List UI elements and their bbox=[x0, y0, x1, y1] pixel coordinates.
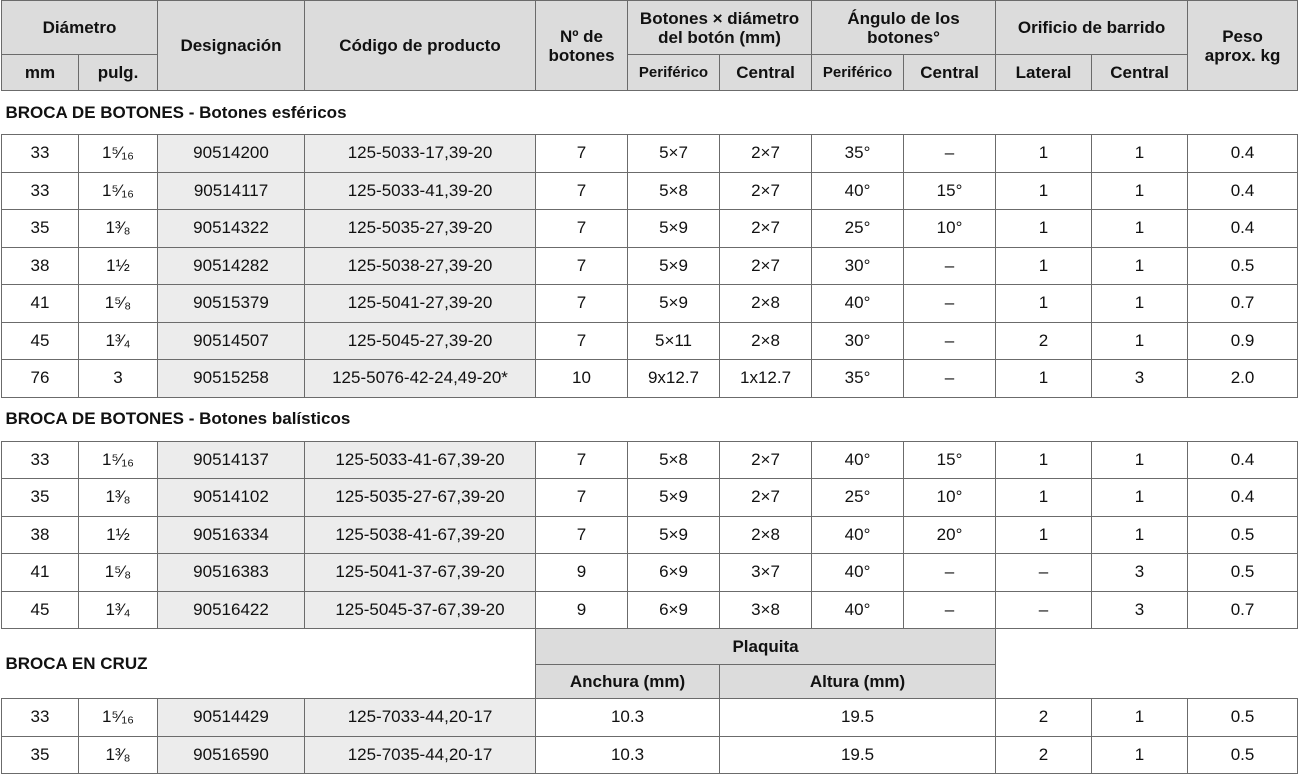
cell-botones-periferico: 6×9 bbox=[628, 591, 720, 629]
header-central-orificio: Central bbox=[1092, 55, 1188, 91]
section-title-sub: - Botones esféricos bbox=[184, 102, 347, 122]
table-row bbox=[2, 172, 1298, 210]
cell-angulo-central: 15° bbox=[904, 172, 996, 210]
cell-designacion: 90514200 bbox=[158, 135, 305, 173]
cell-codigo: 125-5033-41,39-20 bbox=[305, 172, 536, 210]
cell-peso: 0.5 bbox=[1188, 699, 1298, 737]
cell-orificio-central: 1 bbox=[1092, 699, 1188, 737]
cell-designacion: 90516334 bbox=[158, 516, 305, 554]
cell-codigo: 125-7035-44,20-17 bbox=[305, 736, 536, 774]
cell-orificio-central: 1 bbox=[1092, 172, 1188, 210]
cell-designacion: 90516383 bbox=[158, 554, 305, 592]
cell-diametro-pulg: 1⁵⁄₈ bbox=[79, 554, 158, 592]
cell-diametro-pulg: 1⁵⁄₁₆ bbox=[79, 441, 158, 479]
cell-angulo-periferico: 30° bbox=[812, 247, 904, 285]
cell-peso: 0.5 bbox=[1188, 736, 1298, 774]
header-central-botones: Central bbox=[720, 55, 812, 91]
cell-diametro-pulg: 1³⁄₈ bbox=[79, 479, 158, 517]
header-n-botones-line2: botones bbox=[548, 45, 615, 65]
cell-peso: 0.4 bbox=[1188, 135, 1298, 173]
cell-codigo: 125-5041-27,39-20 bbox=[305, 285, 536, 323]
cell-angulo-central: – bbox=[904, 247, 996, 285]
cell-orificio-central: 1 bbox=[1092, 441, 1188, 479]
cell-diametro-pulg: 1³⁄₄ bbox=[79, 322, 158, 360]
section-header bbox=[2, 397, 1298, 441]
cell-orificio-central: 1 bbox=[1092, 210, 1188, 248]
cell-codigo: 125-5038-27,39-20 bbox=[305, 247, 536, 285]
cell-botones-central: 2×7 bbox=[720, 210, 812, 248]
cell-codigo: 125-5045-37-67,39-20 bbox=[305, 591, 536, 629]
cell-altura: 19.5 bbox=[720, 736, 996, 774]
cell-botones-central: 2×7 bbox=[720, 479, 812, 517]
cell-codigo: 125-5033-41-67,39-20 bbox=[305, 441, 536, 479]
cell-codigo: 125-5041-37-67,39-20 bbox=[305, 554, 536, 592]
cell-botones-periferico: 9x12.7 bbox=[628, 360, 720, 398]
table-row bbox=[2, 285, 1298, 323]
cell-orificio-lateral: 1 bbox=[996, 516, 1092, 554]
cell-designacion: 90514322 bbox=[158, 210, 305, 248]
cell-n-botones: 7 bbox=[536, 516, 628, 554]
cell-angulo-central: 10° bbox=[904, 210, 996, 248]
table-row bbox=[2, 591, 1298, 629]
cell-n-botones: 7 bbox=[536, 135, 628, 173]
cell-peso: 0.4 bbox=[1188, 479, 1298, 517]
cell-n-botones: 7 bbox=[536, 322, 628, 360]
cell-angulo-periferico: 35° bbox=[812, 360, 904, 398]
cell-diametro-pulg: 1⁵⁄₈ bbox=[79, 285, 158, 323]
header-n-botones-line1: Nº de bbox=[559, 26, 604, 46]
cell-designacion: 90515379 bbox=[158, 285, 305, 323]
table-row bbox=[2, 441, 1298, 479]
cell-peso: 0.4 bbox=[1188, 210, 1298, 248]
header-altura: Altura (mm) bbox=[720, 665, 996, 699]
header-periferico-angulo: Periférico bbox=[812, 55, 904, 91]
table-row bbox=[2, 516, 1298, 554]
section-header bbox=[2, 91, 1298, 135]
cell-botones-central: 2×8 bbox=[720, 285, 812, 323]
header-diametro: Diámetro bbox=[2, 1, 158, 55]
cell-diametro-mm: 35 bbox=[2, 736, 79, 774]
cell-angulo-periferico: 30° bbox=[812, 322, 904, 360]
cell-botones-periferico: 5×9 bbox=[628, 479, 720, 517]
cell-diametro-mm: 33 bbox=[2, 135, 79, 173]
cell-diametro-mm: 35 bbox=[2, 479, 79, 517]
cell-n-botones: 9 bbox=[536, 554, 628, 592]
cell-anchura: 10.3 bbox=[536, 699, 720, 737]
header-botones-diametro bbox=[628, 1, 812, 55]
cell-diametro-mm: 33 bbox=[2, 699, 79, 737]
cell-codigo: 125-5033-17,39-20 bbox=[305, 135, 536, 173]
section-title-main: BROCA DE BOTONES bbox=[5, 409, 185, 428]
cell-angulo-periferico: 40° bbox=[812, 172, 904, 210]
cell-diametro-pulg: 3 bbox=[79, 360, 158, 398]
cell-angulo-periferico: 40° bbox=[812, 441, 904, 479]
cell-angulo-periferico: 40° bbox=[812, 516, 904, 554]
cell-codigo: 125-5035-27,39-20 bbox=[305, 210, 536, 248]
cell-diametro-mm: 38 bbox=[2, 247, 79, 285]
cell-designacion: 90514507 bbox=[158, 322, 305, 360]
cell-orificio-central: 1 bbox=[1092, 135, 1188, 173]
cell-angulo-central: – bbox=[904, 322, 996, 360]
cell-n-botones: 10 bbox=[536, 360, 628, 398]
cell-peso: 0.5 bbox=[1188, 554, 1298, 592]
cell-codigo: 125-7033-44,20-17 bbox=[305, 699, 536, 737]
cell-orificio-lateral: 2 bbox=[996, 736, 1092, 774]
header-lateral: Lateral bbox=[996, 55, 1092, 91]
header-botones-diametro-line1: Botones × diámetro bbox=[639, 8, 800, 28]
cell-codigo: 125-5038-41-67,39-20 bbox=[305, 516, 536, 554]
cell-orificio-central: 1 bbox=[1092, 322, 1188, 360]
header-botones-diametro-line2: del botón (mm) bbox=[658, 27, 781, 47]
cell-botones-central: 1x12.7 bbox=[720, 360, 812, 398]
cell-designacion: 90514117 bbox=[158, 172, 305, 210]
header-plaquita: Plaquita bbox=[536, 629, 996, 665]
section-title-main: BROCA DE BOTONES bbox=[5, 102, 185, 122]
cell-diametro-mm: 76 bbox=[2, 360, 79, 398]
header-peso bbox=[1188, 1, 1298, 91]
cell-botones-periferico: 5×11 bbox=[628, 322, 720, 360]
cell-diametro-pulg: 1³⁄₈ bbox=[79, 210, 158, 248]
header-angulo-line2: botones° bbox=[867, 27, 940, 47]
header-orificio: Orificio de barrido bbox=[996, 1, 1188, 55]
cell-peso: 2.0 bbox=[1188, 360, 1298, 398]
cell-botones-periferico: 5×7 bbox=[628, 135, 720, 173]
section-title bbox=[2, 397, 1298, 441]
cell-angulo-periferico: 25° bbox=[812, 210, 904, 248]
cell-orificio-lateral: 1 bbox=[996, 360, 1092, 398]
cell-n-botones: 7 bbox=[536, 479, 628, 517]
cell-peso: 0.7 bbox=[1188, 591, 1298, 629]
cell-anchura: 10.3 bbox=[536, 736, 720, 774]
header-peso-line1: Peso bbox=[1222, 26, 1263, 46]
cell-orificio-lateral: – bbox=[996, 591, 1092, 629]
cell-angulo-central: 20° bbox=[904, 516, 996, 554]
table-row bbox=[2, 135, 1298, 173]
cell-diametro-pulg: 1⁵⁄₁₆ bbox=[79, 172, 158, 210]
table-row bbox=[2, 360, 1298, 398]
cell-n-botones: 9 bbox=[536, 591, 628, 629]
cell-altura: 19.5 bbox=[720, 699, 996, 737]
header-central-angulo: Central bbox=[904, 55, 996, 91]
cell-angulo-periferico: 25° bbox=[812, 479, 904, 517]
cell-botones-periferico: 5×9 bbox=[628, 516, 720, 554]
cell-peso: 0.4 bbox=[1188, 172, 1298, 210]
table-row bbox=[2, 554, 1298, 592]
header-designacion: Designación bbox=[158, 1, 305, 91]
cell-peso: 0.7 bbox=[1188, 285, 1298, 323]
cell-botones-central: 2×7 bbox=[720, 172, 812, 210]
cross-section-title: BROCA EN CRUZ bbox=[2, 629, 536, 699]
section-title bbox=[2, 91, 1298, 135]
cell-codigo: 125-5076-42-24,49-20* bbox=[305, 360, 536, 398]
cell-codigo: 125-5035-27-67,39-20 bbox=[305, 479, 536, 517]
cell-orificio-central: 3 bbox=[1092, 554, 1188, 592]
header-peso-line2: aprox. kg bbox=[1204, 45, 1281, 65]
cell-orificio-central: 1 bbox=[1092, 479, 1188, 517]
cell-diametro-mm: 35 bbox=[2, 210, 79, 248]
cell-designacion: 90514137 bbox=[158, 441, 305, 479]
cell-orificio-central: 1 bbox=[1092, 285, 1188, 323]
cell-angulo-central: – bbox=[904, 554, 996, 592]
cell-orificio-central: 3 bbox=[1092, 591, 1188, 629]
cell-orificio-lateral: 1 bbox=[996, 172, 1092, 210]
cell-n-botones: 7 bbox=[536, 441, 628, 479]
cell-botones-central: 3×8 bbox=[720, 591, 812, 629]
cell-peso: 0.4 bbox=[1188, 441, 1298, 479]
cell-diametro-mm: 45 bbox=[2, 322, 79, 360]
cell-botones-central: 2×8 bbox=[720, 322, 812, 360]
cell-angulo-central: – bbox=[904, 360, 996, 398]
cell-peso: 0.9 bbox=[1188, 322, 1298, 360]
cell-botones-periferico: 5×8 bbox=[628, 441, 720, 479]
cell-n-botones: 7 bbox=[536, 172, 628, 210]
header-periferico-botones: Periférico bbox=[628, 55, 720, 91]
cell-angulo-periferico: 40° bbox=[812, 554, 904, 592]
cell-designacion: 90514429 bbox=[158, 699, 305, 737]
cell-diametro-mm: 41 bbox=[2, 285, 79, 323]
table-row bbox=[2, 210, 1298, 248]
cell-angulo-central: 15° bbox=[904, 441, 996, 479]
cell-angulo-central: 10° bbox=[904, 479, 996, 517]
cell-orificio-lateral: 1 bbox=[996, 210, 1092, 248]
cell-orificio-central: 1 bbox=[1092, 516, 1188, 554]
cross-section-header bbox=[2, 629, 1298, 665]
cell-angulo-periferico: 40° bbox=[812, 285, 904, 323]
cell-peso: 0.5 bbox=[1188, 247, 1298, 285]
cell-peso: 0.5 bbox=[1188, 516, 1298, 554]
cell-orificio-lateral: 2 bbox=[996, 322, 1092, 360]
product-spec-table bbox=[1, 0, 1298, 774]
table-row bbox=[2, 736, 1298, 774]
cell-diametro-pulg: 1³⁄₈ bbox=[79, 736, 158, 774]
cell-diametro-pulg: 1⁵⁄₁₆ bbox=[79, 699, 158, 737]
table-body bbox=[2, 91, 1298, 774]
cell-designacion: 90516422 bbox=[158, 591, 305, 629]
cell-orificio-central: 1 bbox=[1092, 247, 1188, 285]
blank-cell bbox=[996, 629, 1298, 699]
cell-botones-central: 2×7 bbox=[720, 247, 812, 285]
cell-codigo: 125-5045-27,39-20 bbox=[305, 322, 536, 360]
cell-designacion: 90515258 bbox=[158, 360, 305, 398]
cell-botones-central: 2×7 bbox=[720, 441, 812, 479]
cell-orificio-lateral: – bbox=[996, 554, 1092, 592]
cell-orificio-central: 3 bbox=[1092, 360, 1188, 398]
header-angulo bbox=[812, 1, 996, 55]
cell-botones-periferico: 5×9 bbox=[628, 247, 720, 285]
cell-botones-central: 3×7 bbox=[720, 554, 812, 592]
cell-designacion: 90514282 bbox=[158, 247, 305, 285]
cell-angulo-central: – bbox=[904, 135, 996, 173]
cell-diametro-mm: 41 bbox=[2, 554, 79, 592]
cell-botones-periferico: 5×9 bbox=[628, 210, 720, 248]
cell-designacion: 90516590 bbox=[158, 736, 305, 774]
cell-diametro-pulg: 1⁵⁄₁₆ bbox=[79, 135, 158, 173]
cell-designacion: 90514102 bbox=[158, 479, 305, 517]
cell-angulo-central: – bbox=[904, 285, 996, 323]
cell-diametro-mm: 33 bbox=[2, 441, 79, 479]
cell-orificio-lateral: 2 bbox=[996, 699, 1092, 737]
cell-orificio-central: 1 bbox=[1092, 736, 1188, 774]
cell-orificio-lateral: 1 bbox=[996, 441, 1092, 479]
cell-orificio-lateral: 1 bbox=[996, 135, 1092, 173]
table-row bbox=[2, 699, 1298, 737]
cell-orificio-lateral: 1 bbox=[996, 479, 1092, 517]
cell-botones-periferico: 6×9 bbox=[628, 554, 720, 592]
cell-botones-periferico: 5×8 bbox=[628, 172, 720, 210]
table-header bbox=[2, 1, 1298, 91]
cell-n-botones: 7 bbox=[536, 285, 628, 323]
header-angulo-line1: Ángulo de los bbox=[847, 8, 960, 28]
header-codigo: Código de producto bbox=[305, 1, 536, 91]
section-title-sub: - Botones balísticos bbox=[184, 409, 351, 428]
cell-diametro-pulg: 1½ bbox=[79, 516, 158, 554]
cell-angulo-central: – bbox=[904, 591, 996, 629]
cell-botones-central: 2×7 bbox=[720, 135, 812, 173]
header-mm: mm bbox=[2, 55, 79, 91]
cell-n-botones: 7 bbox=[536, 247, 628, 285]
cell-angulo-periferico: 35° bbox=[812, 135, 904, 173]
cell-orificio-lateral: 1 bbox=[996, 247, 1092, 285]
cell-botones-periferico: 5×9 bbox=[628, 285, 720, 323]
header-anchura: Anchura (mm) bbox=[536, 665, 720, 699]
cell-diametro-mm: 45 bbox=[2, 591, 79, 629]
cell-angulo-periferico: 40° bbox=[812, 591, 904, 629]
table-row bbox=[2, 479, 1298, 517]
header-pulg: pulg. bbox=[79, 55, 158, 91]
header-n-botones bbox=[536, 1, 628, 91]
table-row bbox=[2, 247, 1298, 285]
cell-orificio-lateral: 1 bbox=[996, 285, 1092, 323]
cell-botones-central: 2×8 bbox=[720, 516, 812, 554]
cell-diametro-pulg: 1½ bbox=[79, 247, 158, 285]
cell-diametro-mm: 33 bbox=[2, 172, 79, 210]
cell-n-botones: 7 bbox=[536, 210, 628, 248]
table-row bbox=[2, 322, 1298, 360]
cell-diametro-pulg: 1³⁄₄ bbox=[79, 591, 158, 629]
cell-diametro-mm: 38 bbox=[2, 516, 79, 554]
